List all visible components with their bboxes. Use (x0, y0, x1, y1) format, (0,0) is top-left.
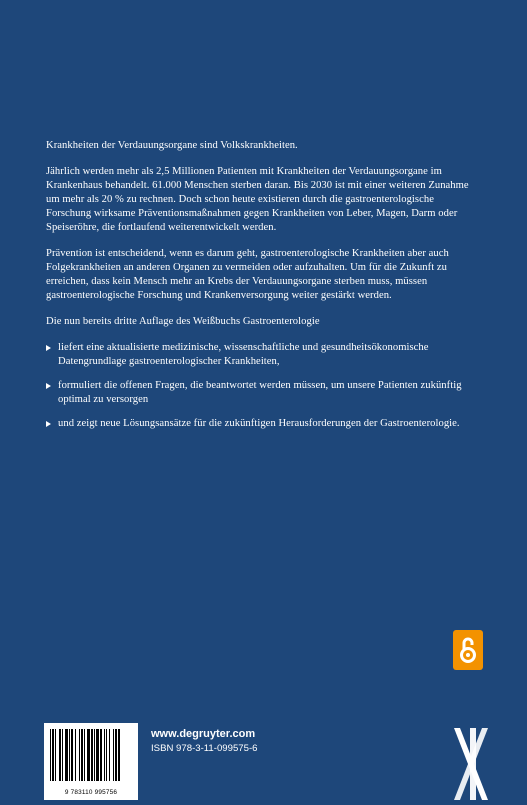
barcode-number: 9 783110 995756 (64, 789, 118, 796)
paragraph-prevention: Prävention ist entscheidend, wenn es darum geht, gastroenterologische Krankheiten aber auch Folgekrankheiten an anderen Organen zu vermeiden oder aufzuhalten. Um für die Zukunft zu erreichen, dass kein Mensch mehr an Krebs der Verdauungsorgane sterben muss, müssen gastroenterologische Forschung und Krankenversorgung weiter gestärkt werden. (46, 248, 449, 301)
open-access-icon (453, 630, 483, 670)
list-item (46, 341, 470, 369)
list-item (46, 417, 470, 431)
triangle-bullet-icon (46, 345, 51, 351)
list-item-text: formuliert die offenen Fragen, die beantwortet werden müssen, um unsere Patienten zukünftig optimal zu versorgen (58, 380, 462, 405)
list-item (46, 379, 470, 407)
intro-line: Krankheiten der Verdauungsorgane sind Volkskrankheiten. (46, 140, 298, 151)
triangle-bullet-icon (46, 421, 51, 427)
publisher-url: www.degruyter.com (151, 728, 256, 740)
triangle-bullet-icon (46, 383, 51, 389)
paragraph-edition: Die nun bereits dritte Auflage des Weißbuchs Gastroenterologie (46, 316, 320, 327)
paragraph-statistics: Jährlich werden mehr als 2,5 Millionen Patienten mit Krankheiten der Verdauungsorgane im Krankenhaus behandelt. 61.000 Menschen sterben daran. Bis 2030 ist mit einer weiteren Zunahme um mehr als 20 % zu rechnen. Doch schon heute existieren durch die gastroenterologische Forschung wirksame Präventionsmaßnahmen gegen Krankheiten von Leber, Magen, Darm oder Speiseröhre, die fortlaufend weiterentwickelt werden. (46, 166, 469, 233)
blurb-text (46, 139, 470, 441)
barcode-bars (44, 723, 138, 783)
barcode (44, 723, 138, 800)
de-gruyter-logo (448, 728, 494, 800)
list-item-text: liefert eine aktualisierte medizinische, wissenschaftliche und gesundheitsökonomische Datengrundlage gastroenterologischer Krankheiten, (58, 342, 429, 367)
isbn: ISBN 978-3-11-099575-6 (151, 743, 258, 754)
list-item-text: und zeigt neue Lösungsansätze für die zukünftigen Herausforderungen der Gastroenterologie. (58, 418, 460, 429)
feature-list (46, 341, 470, 431)
